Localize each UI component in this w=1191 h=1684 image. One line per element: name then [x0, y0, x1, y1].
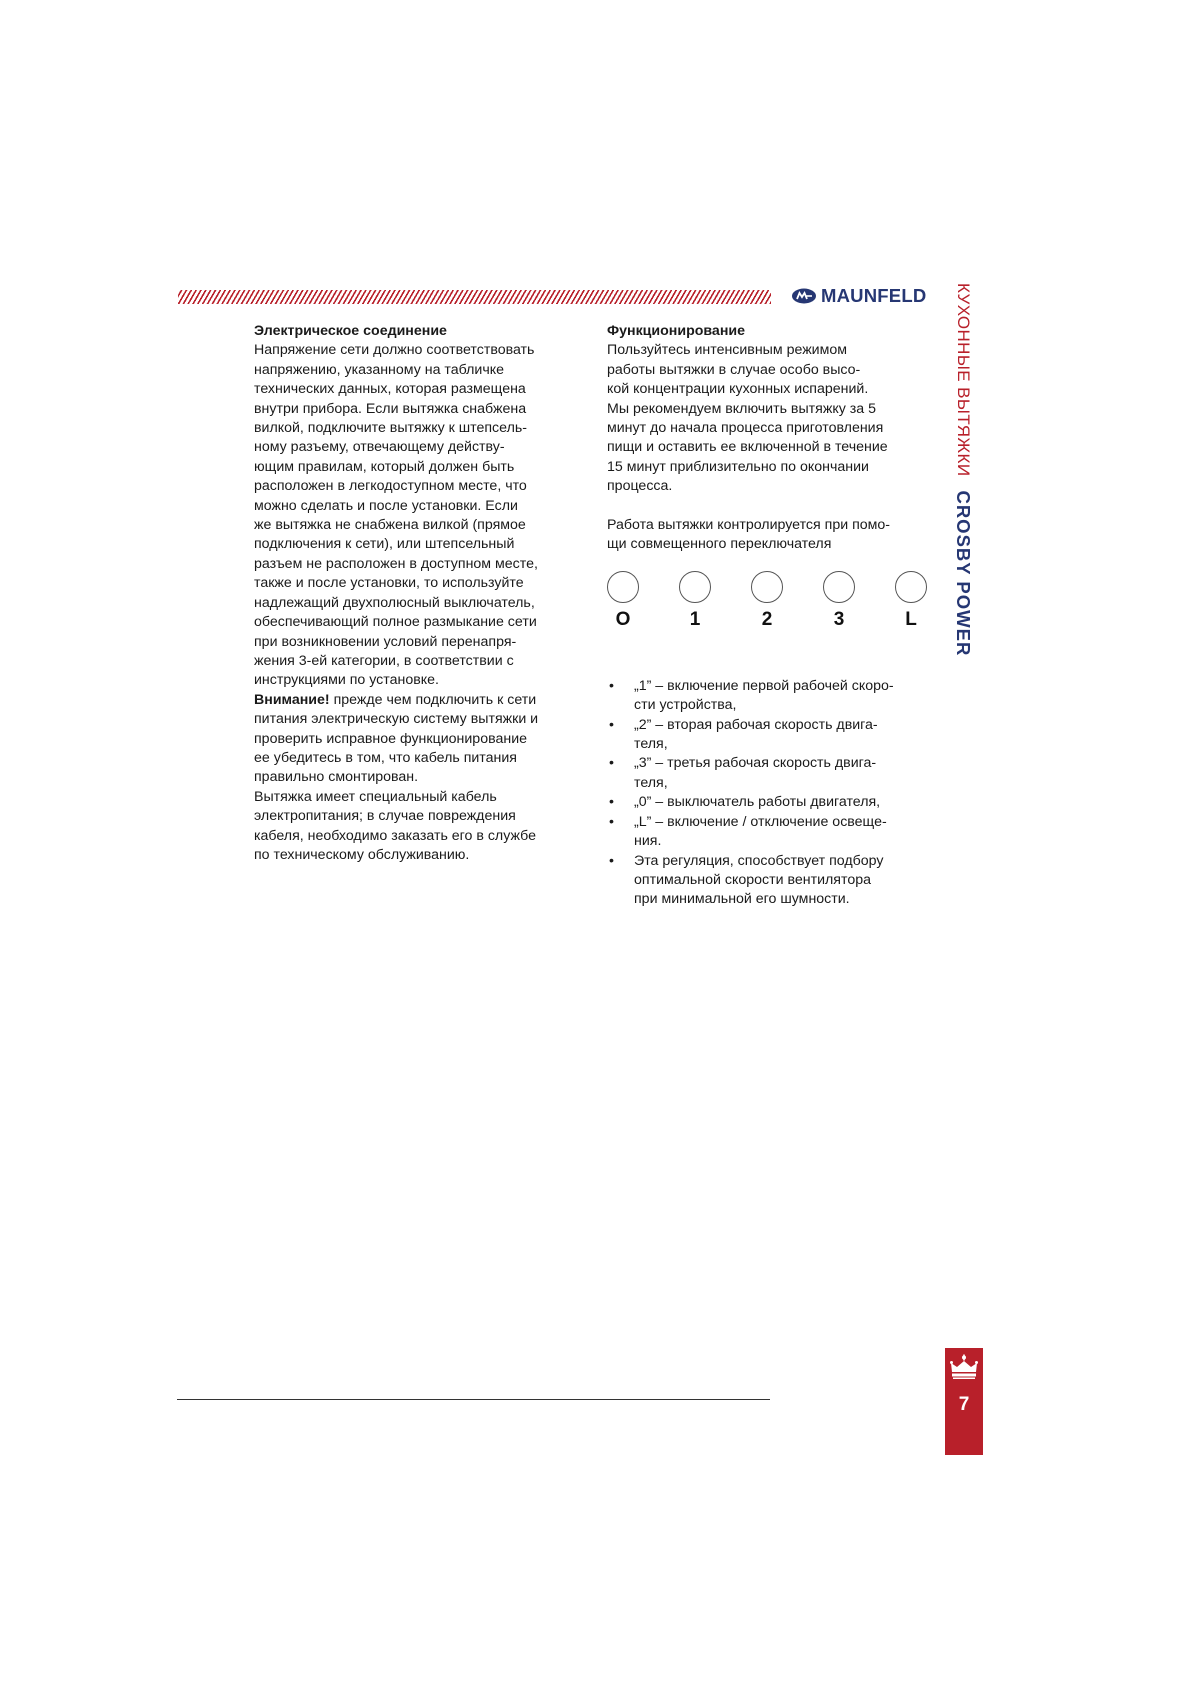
- text-line: напряжению, указанному на табличке: [254, 361, 504, 378]
- list-item: [607, 716, 937, 755]
- text-line: же вытяжка не снабжена вилкой (прямое: [254, 517, 526, 534]
- warning-line: [254, 691, 584, 710]
- switch-button-icon: [895, 571, 927, 603]
- text-line: технических данных, которая размещена: [254, 381, 526, 398]
- text-line: обеспечивающий полное размыкание сети: [254, 614, 537, 631]
- switch-label: L: [905, 608, 917, 630]
- list-item-line: сти устройства,: [634, 697, 737, 714]
- header-hatch-stripe: [178, 290, 771, 304]
- section-heading: Функционирование: [607, 323, 746, 339]
- electrical-connection-section: [254, 322, 584, 865]
- page-number: 7: [958, 1394, 970, 1415]
- list-item-line: • „2” – вторая рабочая скорость двига-: [634, 716, 878, 733]
- text-line: электропитания; в случае повреждения: [254, 808, 516, 825]
- switch-speed-3: [823, 571, 855, 631]
- text-line: 15 минут приблизительно по окончании: [607, 458, 869, 475]
- list-item-line: теля,: [634, 736, 668, 753]
- text-line: можно сделать и после установки. Если: [254, 497, 518, 514]
- text-line: подключения к сети), или штепсельный: [254, 536, 515, 553]
- category-label: КУХОННЫЕ ВЫТЯЖКИ: [954, 283, 973, 477]
- list-item: [607, 754, 937, 793]
- text-line: при возникновении условий перенапря-: [254, 633, 517, 650]
- text-line: по техническому обслуживанию.: [254, 846, 470, 863]
- text-line: Вытяжка имеет специальный кабель: [254, 788, 497, 805]
- text-line: кой концентрации кухонных испарений.: [607, 381, 869, 398]
- switch-label: 2: [761, 608, 773, 630]
- switch-speed-1: [679, 571, 711, 631]
- text-line: Напряжение сети должно соответствовать: [254, 342, 535, 359]
- list-item-line: оптимальной скорости вентилятора: [634, 871, 871, 888]
- list-item: [607, 852, 937, 910]
- footer-rule: [177, 1399, 770, 1400]
- list-item-line: при минимальной его шумности.: [634, 891, 850, 908]
- list-item-line: • „3” – третья рабочая скорость двига-: [634, 755, 877, 772]
- warning-label: Внимание!: [254, 691, 330, 708]
- text-line: надлежащий двухполюсный выключатель,: [254, 594, 535, 611]
- text-line: разъем не расположен в доступном месте,: [254, 555, 538, 572]
- list-item-line: • Эта регуляция, способствует подбору: [634, 852, 884, 869]
- text-line: минут до начала процесса приготовления: [607, 420, 884, 437]
- list-item-line: теля,: [634, 774, 668, 791]
- text-line: ному разъему, отвечающему действу-: [254, 439, 505, 456]
- list-item: [607, 813, 937, 852]
- text-line: также и после установки, то используйте: [254, 575, 524, 592]
- list-item-line: • „1” – включение первой рабочей скоро-: [634, 677, 894, 694]
- switch-label: O: [615, 608, 631, 630]
- model-label: CROSBY POWER: [953, 490, 974, 657]
- text-line: внутри прибора. Если вытяжка снабжена: [254, 400, 527, 417]
- switch-button-icon: [607, 571, 639, 603]
- text-line: щи совмещенного переключателя: [607, 536, 832, 553]
- text-line: правильно смонтирован.: [254, 769, 419, 786]
- side-title: [952, 283, 974, 656]
- switch-label: 1: [689, 608, 701, 630]
- brand-logo: [791, 285, 926, 307]
- switch-button-icon: [823, 571, 855, 603]
- switch-legend-list: [607, 677, 937, 910]
- text-line: Пользуйтесь интенсивным режимом: [607, 342, 848, 359]
- text-line: питания электрическую систему вытяжки и: [254, 711, 539, 728]
- switch-speed-2: [751, 571, 783, 631]
- list-item: [607, 793, 937, 812]
- text-line: проверить исправное функционирование: [254, 730, 528, 747]
- list-item: [607, 677, 937, 716]
- list-item-line: • „L” – включение / отключение освеще-: [634, 813, 887, 830]
- list-item-line: • „0” – выключатель работы двигателя,: [634, 794, 881, 811]
- text-line: пищи и оставить ее включенной в течение: [607, 439, 888, 456]
- functioning-section: [607, 322, 937, 910]
- switch-button-icon: [679, 571, 711, 603]
- text-line: ющим правилам, который должен быть: [254, 458, 515, 475]
- text-line: жения 3-ей категории, в соответствии с: [254, 652, 514, 669]
- text-line: инструкциями по установке.: [254, 672, 439, 689]
- text-line: процесса.: [607, 478, 673, 495]
- list-item-line: ния.: [634, 833, 662, 850]
- switch-label: 3: [833, 608, 845, 630]
- switch-button-icon: [751, 571, 783, 603]
- text-line: вилкой, подключите вытяжку к штепсель-: [254, 420, 527, 437]
- brand-name: MAUNFELD: [821, 285, 927, 306]
- switch-light: [895, 571, 927, 631]
- text-line: Работа вытяжки контролируется при помо-: [607, 517, 891, 534]
- maunfeld-logo-icon: [791, 287, 817, 305]
- control-switch-diagram: [607, 571, 937, 667]
- page-number-badge: [945, 1348, 983, 1455]
- switch-off: [607, 571, 639, 631]
- text-line: расположен в легкодоступном месте, что: [254, 478, 527, 495]
- warning-text: прежде чем подключить к сети: [329, 691, 537, 708]
- text-line: ее убедитесь в том, что кабель питания: [254, 749, 517, 766]
- crown-icon: [949, 1354, 979, 1380]
- text-line: Мы рекомендуем включить вытяжку за 5: [607, 400, 876, 417]
- text-line: работы вытяжки в случае особо высо-: [607, 361, 861, 378]
- section-heading: Электрическое соединение: [254, 323, 447, 339]
- text-line: кабеля, необходимо заказать его в службе: [254, 827, 536, 844]
